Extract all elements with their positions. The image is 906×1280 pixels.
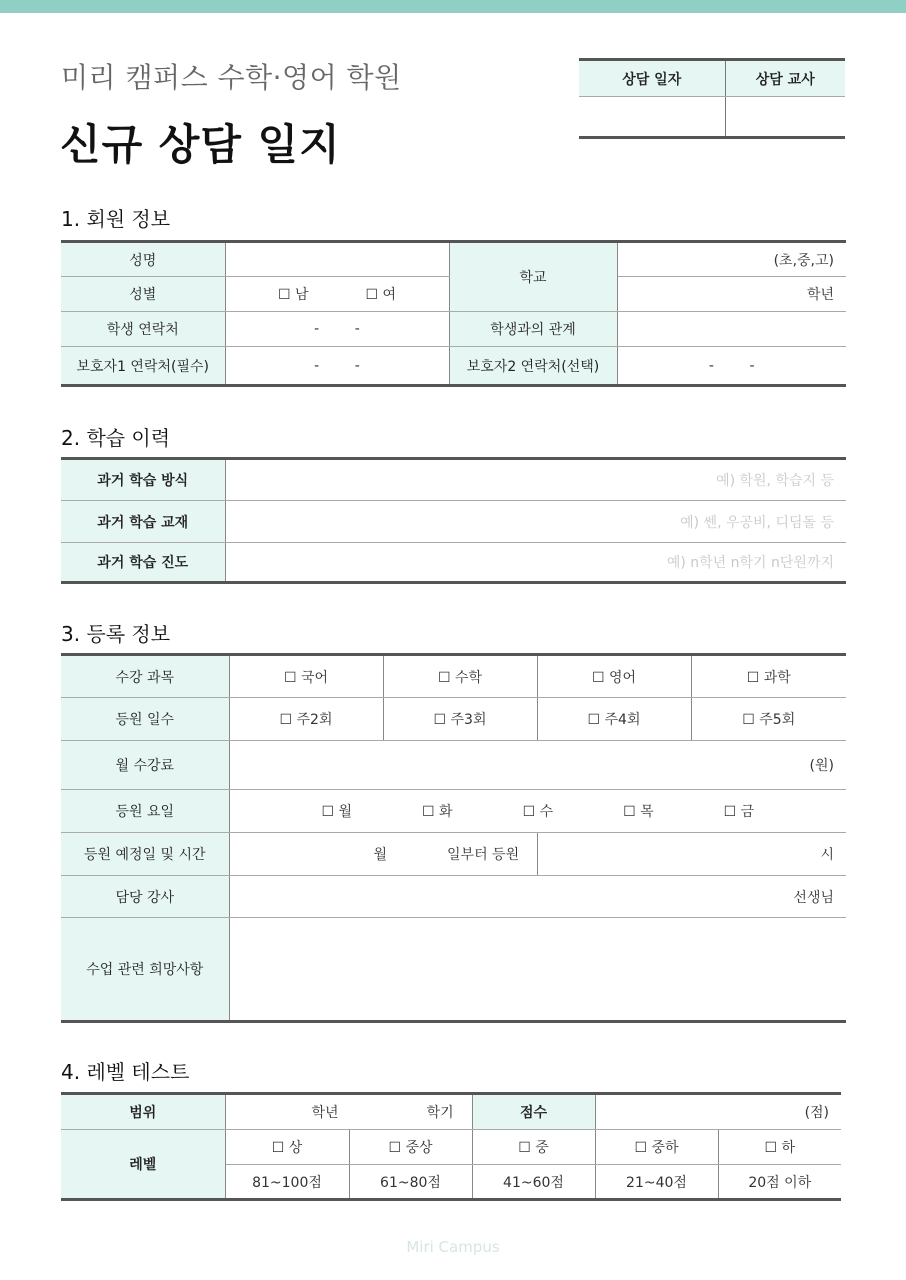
range-field[interactable] [225,1094,472,1130]
weekday-wed-checkbox[interactable]: ☐ 수 [522,804,554,820]
past-method-field[interactable]: 예) 학원, 학습지 등 [225,459,846,501]
name-label: 성명 [61,242,225,277]
gender-options [225,277,449,312]
relation-label: 학생과의 관계 [449,312,617,347]
member-info-table [61,240,846,387]
school-field[interactable]: (초,중,고) [617,242,846,277]
level-high-range: 81~100점 [225,1165,349,1200]
days-2-checkbox[interactable]: ☐ 주2회 [229,698,383,741]
learning-history-table [61,457,846,584]
start-time-field[interactable]: 시 [537,833,846,876]
start-date-field[interactable] [229,833,537,876]
guardian2-phone-field[interactable]: - - [708,357,755,374]
start-month-suffix: 월 [373,847,388,863]
past-textbook-field[interactable]: 예) 쎈, 우공비, 디딤돌 등 [225,501,846,543]
teacher-field[interactable]: 선생님 [229,876,846,918]
range-semester-suffix: 학기 [426,1105,454,1121]
weekday-thu-checkbox[interactable]: ☐ 목 [623,804,654,820]
grade-field[interactable]: 학년 [617,277,846,312]
relation-field[interactable] [617,312,846,347]
score-label: 점수 [472,1094,595,1130]
consult-date-label: 상담 일자 [579,60,725,97]
subjects-label: 수강 과목 [61,655,229,698]
level-lower-mid-range: 21~40점 [595,1165,718,1200]
level-low-range: 20점 이하 [748,1174,812,1191]
days-count-label: 등원 일수 [61,698,229,741]
start-day-suffix: 일부터 등원 [447,847,520,863]
range-label: 범위 [61,1094,225,1130]
teacher-label: 담당 강사 [61,876,229,918]
consultation-meta-table [579,58,845,139]
level-mid-checkbox[interactable]: ☐ 중 [472,1130,595,1165]
wishes-field[interactable] [229,918,846,1022]
subject-korean-checkbox[interactable]: ☐ 국어 [229,655,383,698]
gender-label: 성별 [61,277,225,312]
consult-teacher-field[interactable] [725,97,845,138]
section-title-learning-history: 2. 학습 이력 [61,426,171,450]
student-phone-label: 학생 연락처 [61,312,225,347]
weekday-mon-checkbox[interactable]: ☐ 월 [321,804,353,820]
level-high-checkbox[interactable]: ☐ 상 [225,1130,349,1165]
level-label: 레벨 [61,1130,225,1200]
academy-name: 미리 캠퍼스 수학·영어 학원 [61,61,402,94]
past-progress-field[interactable]: 예) n학년 n학기 n단원까지 [666,555,834,571]
subject-english-checkbox[interactable]: ☐ 영어 [537,655,691,698]
weekday-tue-checkbox[interactable]: ☐ 화 [422,804,453,820]
subject-science-checkbox[interactable]: ☐ 과학 [691,655,846,698]
page-title: 신규 상담 일지 [60,120,341,169]
level-upper-mid-range: 61~80점 [349,1165,472,1200]
student-phone-field[interactable]: - - [225,312,449,347]
weekday-fri-checkbox[interactable]: ☐ 금 [723,804,755,820]
fee-label: 월 수강료 [61,741,229,790]
past-progress-label: 과거 학습 진도 [61,543,225,583]
level-mid-range: 41~60점 [472,1165,595,1200]
start-date-label: 등원 예정일 및 시간 [61,833,229,876]
subject-math-checkbox[interactable]: ☐ 수학 [383,655,537,698]
level-test-table [61,1092,841,1201]
past-method-label: 과거 학습 방식 [61,459,225,501]
footer-brand: Miri Campus [406,1238,500,1256]
school-label: 학교 [449,242,617,312]
section-title-member-info: 1. 회원 정보 [61,207,171,231]
wishes-label: 수업 관련 희망사항 [61,918,229,1022]
registration-table [61,653,846,1023]
consult-teacher-label: 상담 교사 [725,60,845,97]
gender-female-checkbox[interactable]: ☐ 여 [365,287,396,303]
name-field[interactable] [225,242,449,277]
days-4-checkbox[interactable]: ☐ 주4회 [537,698,691,741]
guardian1-phone-field[interactable]: - - [225,347,449,386]
level-low-checkbox[interactable]: ☐ 하 [718,1130,841,1165]
consult-date-field[interactable] [579,97,725,138]
days-5-checkbox[interactable]: ☐ 주5회 [691,698,846,741]
weekdays-label: 등원 요일 [61,790,229,833]
top-accent-bar [0,0,906,13]
guardian1-phone-label: 보호자1 연락처(필수) [61,347,225,386]
fee-field[interactable]: (원) [229,741,846,790]
level-lower-mid-checkbox[interactable]: ☐ 중하 [595,1130,718,1165]
gender-male-checkbox[interactable]: ☐ 남 [278,287,309,303]
section-title-level-test: 4. 레벨 테스트 [61,1060,190,1084]
days-3-checkbox[interactable]: ☐ 주3회 [383,698,537,741]
weekdays-options [229,790,846,833]
range-grade-suffix: 학년 [311,1105,339,1121]
section-title-registration: 3. 등록 정보 [61,622,171,646]
guardian2-phone-label: 보호자2 연락처(선택) [449,347,617,386]
level-upper-mid-checkbox[interactable]: ☐ 중상 [349,1130,472,1165]
score-field[interactable]: (점) [595,1094,841,1130]
past-textbook-label: 과거 학습 교재 [61,501,225,543]
